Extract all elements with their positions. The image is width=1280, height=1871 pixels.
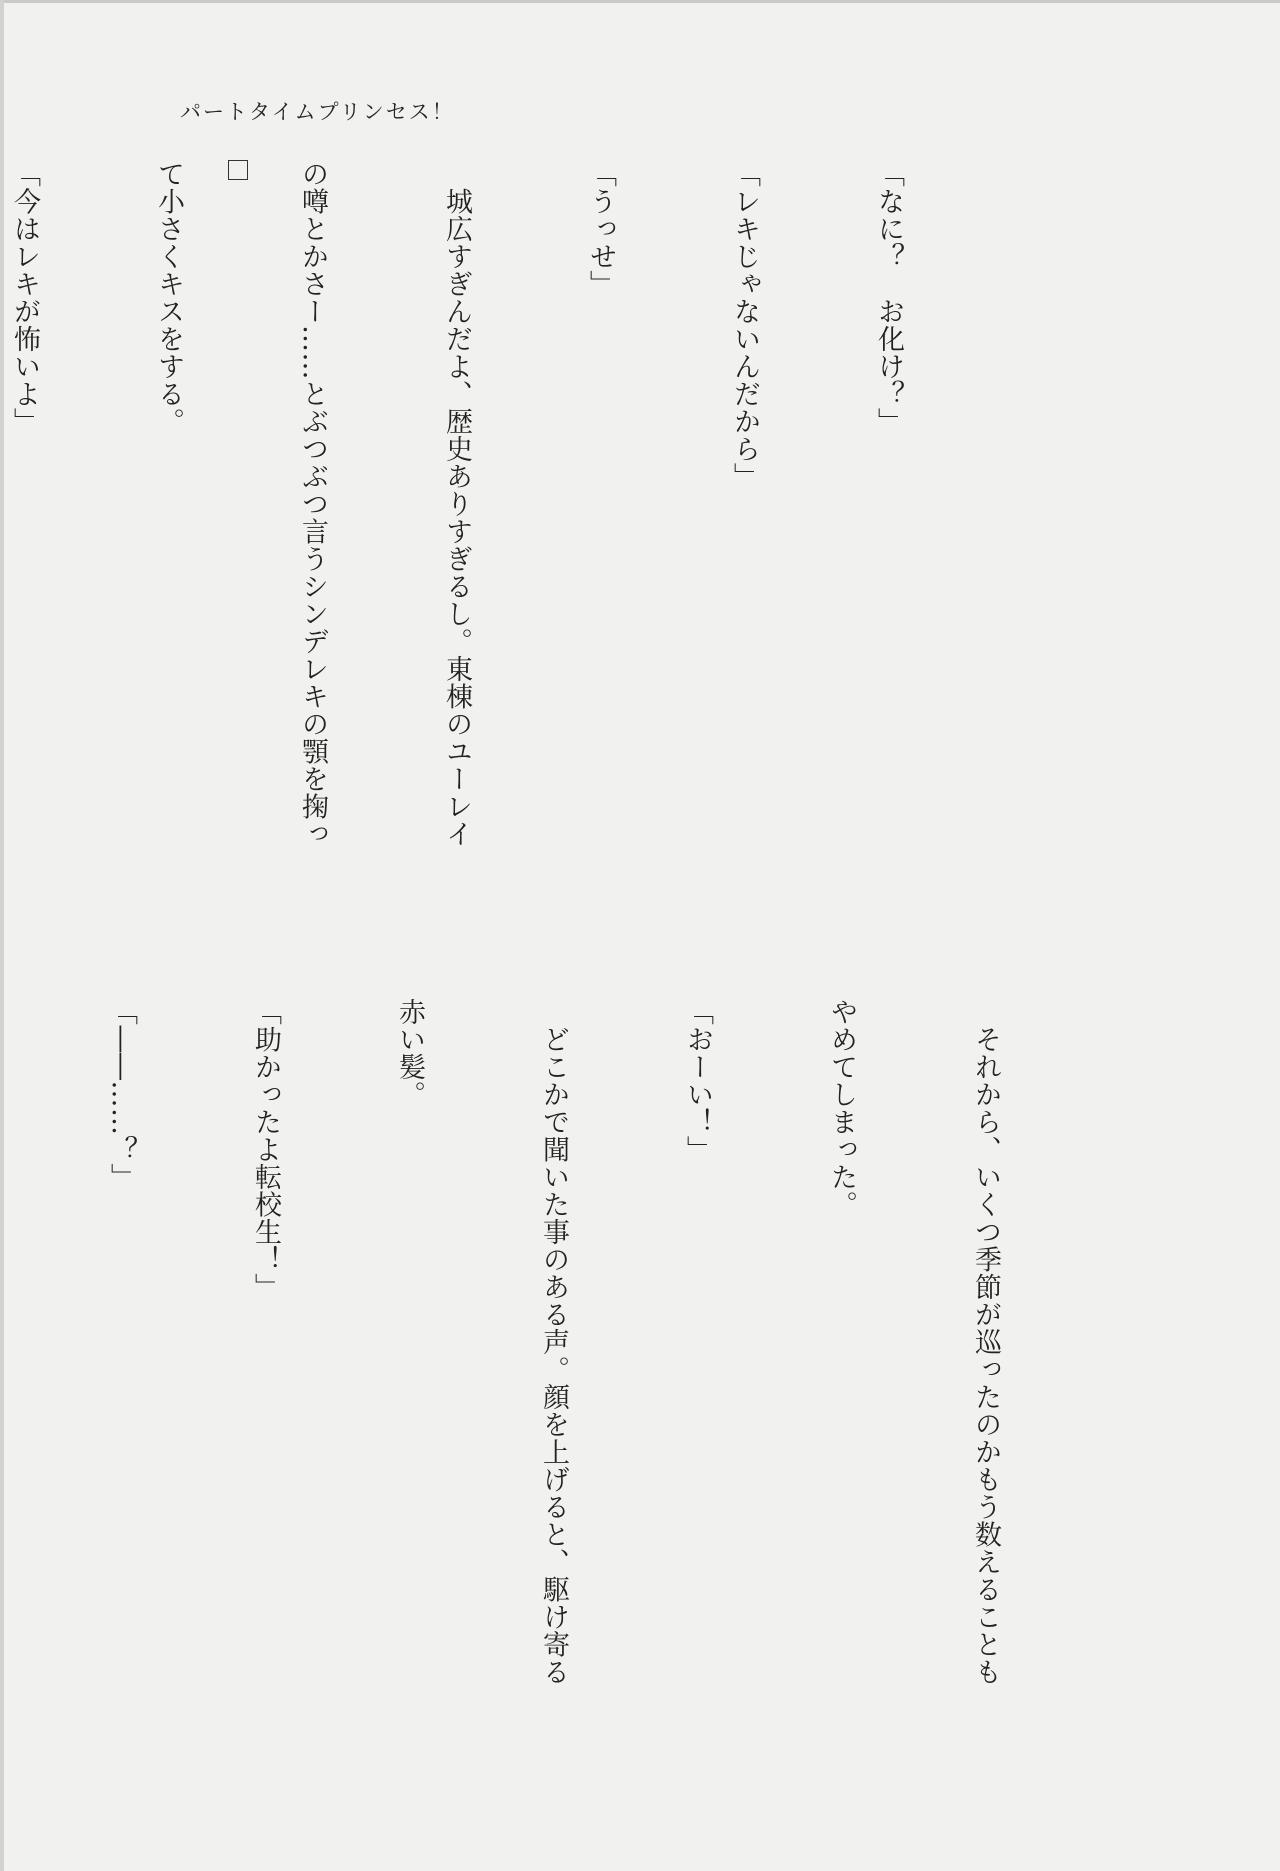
text-line: 「――……？」 — [106, 998, 137, 1191]
text-line: 「レキじゃないんだから」 — [729, 160, 760, 490]
text-line: それから、いくつ季節が巡ったのかもう数えることも — [970, 998, 1001, 1686]
text-line: 「助かったよ転校生！」 — [250, 998, 281, 1301]
text-line — [0, 998, 1, 1718]
lower-text-block — [0, 998, 1105, 1718]
text-line: どこかで聞いた事のある声。顔を上げると、駆け寄る — [538, 998, 569, 1686]
text-line: 「うっせ」 — [585, 160, 616, 298]
page-top-edge — [0, 0, 1280, 3]
upper-text-block — [0, 160, 1008, 920]
running-header-title: パートタイムプリンセス！ — [180, 100, 455, 124]
text-line: 「今はレキが怖いよ」 — [9, 160, 40, 435]
text-line: の噂とかさー……とぶつぶつ言うシンデレキの顎を掬っ — [297, 160, 328, 848]
text-line: 赤い髪。 — [394, 998, 425, 1108]
text-line: 「おーい！」 — [682, 998, 713, 1163]
text-line: 城広すぎんだよ、歴史ありすぎるし。東棟のユーレイ — [441, 160, 472, 848]
text-line: て小さくキスをする。 — [153, 160, 184, 435]
text-line: やめてしまった。 — [826, 998, 857, 1218]
text-line: 「なに？ お化け？」 — [873, 160, 904, 435]
